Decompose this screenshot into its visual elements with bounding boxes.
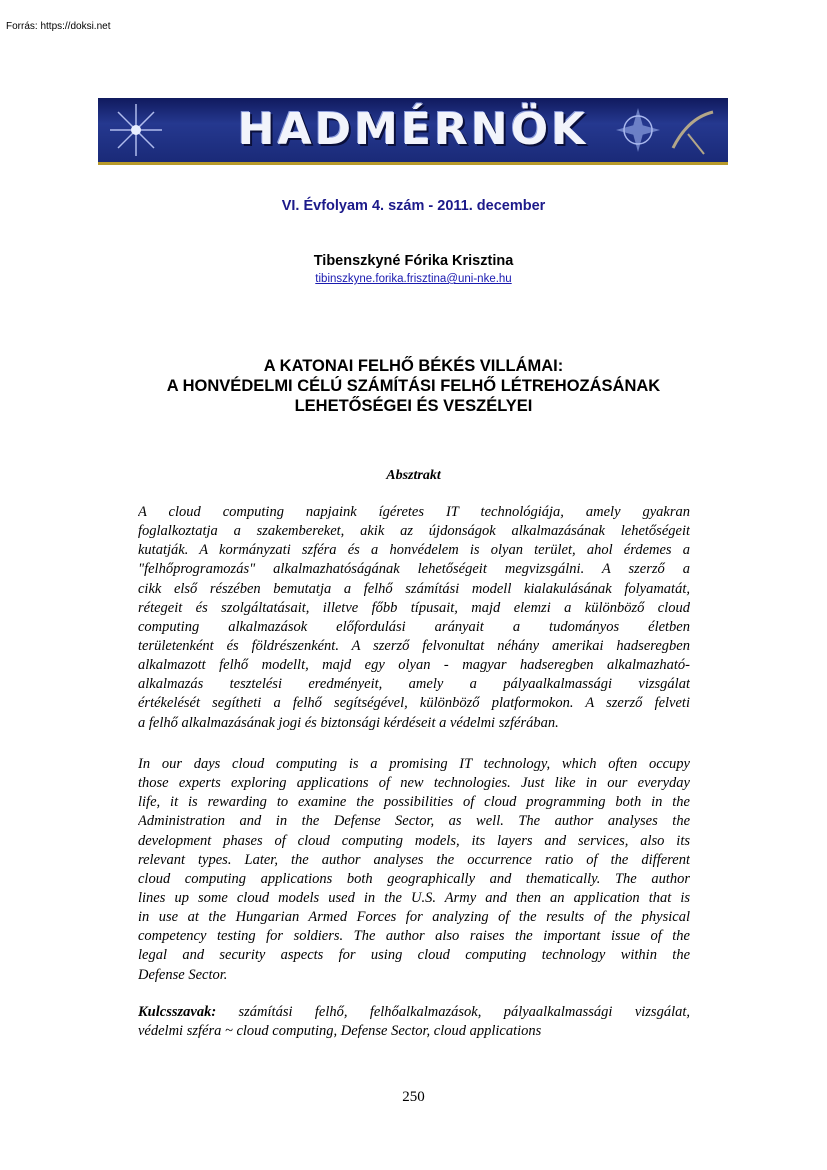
title-line: A HONVÉDELMI CÉLÚ SZÁMÍTÁSI FELHŐ LÉTREHOZÁSÁNAK — [166, 377, 661, 395]
abstract-heading: Absztrakt — [386, 468, 441, 483]
keywords-line: védelmi szféra ~ cloud computing, Defense Sector, cloud applications — [138, 1023, 542, 1040]
page-number: 250 — [402, 1089, 425, 1105]
abstract-line: cikk első részében bemutatja a felhő számítási modell kialakulásának folyamatát, — [138, 580, 690, 597]
abstract-line: in use at the Hungarian Armed Forces for analyzing of the results of the physical — [138, 909, 690, 926]
abstract-line: computing alkalmazások előfordulási arányait a tudományos életben — [138, 618, 690, 635]
abstract-line: alkalmazás tesztelési eredményeit, amely a pályaalkalmassági vizsgálat — [138, 676, 690, 693]
abstract-line: relevant types. Later, the author analyses the occurrence ratio of the different — [138, 851, 690, 868]
keywords — [138, 1003, 690, 1041]
keywords-line — [138, 1003, 690, 1022]
abstract-hungarian — [138, 503, 690, 733]
abstract-line: területenként és földrészenként. A szerző felvonultat néhány amerikai hadseregben — [138, 637, 690, 654]
abstract-line: Administration and in the Defense Sector, as well. The author analyses the — [138, 813, 690, 830]
journal-banner — [98, 98, 728, 165]
abstract-line: a felhő alkalmazásának jogi és biztonsági kérdéseit a védelmi szférában. — [138, 714, 559, 731]
keywords-label: Kulcsszavak: — [138, 1004, 217, 1020]
author-email-link[interactable]: tibinszkyne.forika.frisztina@uni-nke.hu — [315, 273, 512, 285]
abstract-english — [138, 755, 690, 985]
abstract-line: értékelését segítheti a felhő segítségével, különböző platformokon. A szerző felveti — [138, 695, 690, 712]
keywords-text: számítási felhő, felhőalkalmazások, pályaalkalmassági vizsgálat, — [238, 1004, 690, 1020]
title-line: A KATONAI FELHŐ BÉKÉS VILLÁMAI: — [263, 357, 564, 375]
abstract-line: development phases of cloud computing models, its layers and services, also its — [138, 832, 690, 849]
abstract-line: rétegeit és szolgáltatásait, illetve főbb típusait, majd elemzi a különböző cloud — [138, 599, 690, 616]
abstract-line: competency testing for soldiers. The author also raises the important issue of the — [138, 928, 690, 945]
article-title — [60, 356, 767, 416]
author-name: Tibenszkyné Fórika Krisztina — [313, 253, 514, 269]
source-note: Forrás: https://doksi.net — [6, 21, 111, 32]
abstract-line: In our days cloud computing is a promising IT technology, which often occupy — [138, 756, 690, 772]
title-line: LEHETŐSÉGEI ÉS VESZÉLYEI — [294, 397, 533, 415]
banner-title: HADMÉRNÖK — [237, 104, 589, 155]
abstract-line: "felhőprogramozás" alkalmazhatóságának lehetőségeit megvizsgálni. A szerző a — [138, 561, 690, 578]
issue-info: VI. Évfolyam 4. szám - 2011. december — [281, 198, 546, 214]
abstract-line: life, it is rewarding to examine the possibilities of cloud programming both in the — [138, 794, 690, 811]
abstract-line: legal and security aspects for using cloud computing technology within the — [138, 947, 690, 964]
abstract-line: those experts exploring applications of new technologies. Just like in our everyday — [138, 775, 690, 792]
abstract-line: cloud computing applications both geographically and thematically. The author — [138, 870, 690, 887]
abstract-line: alkalmazott felhő modellt, majd egy olyan - magyar hadseregben alkalmazható- — [138, 657, 690, 674]
abstract-line: foglalkoztatja a szakembereket, akik az újdonságok alkalmazásának lehetőségeit — [138, 523, 690, 540]
abstract-line: kutatják. A kormányzati szféra és a honvédelem is olyan terület, ahol érdemes a — [138, 542, 690, 559]
abstract-line: Defense Sector. — [138, 966, 228, 983]
abstract-line: lines up some cloud models used in the U.S. Army and then an application that is — [138, 889, 690, 906]
abstract-line: A cloud computing napjaink ígéretes IT technológiája, amely gyakran — [138, 504, 690, 520]
